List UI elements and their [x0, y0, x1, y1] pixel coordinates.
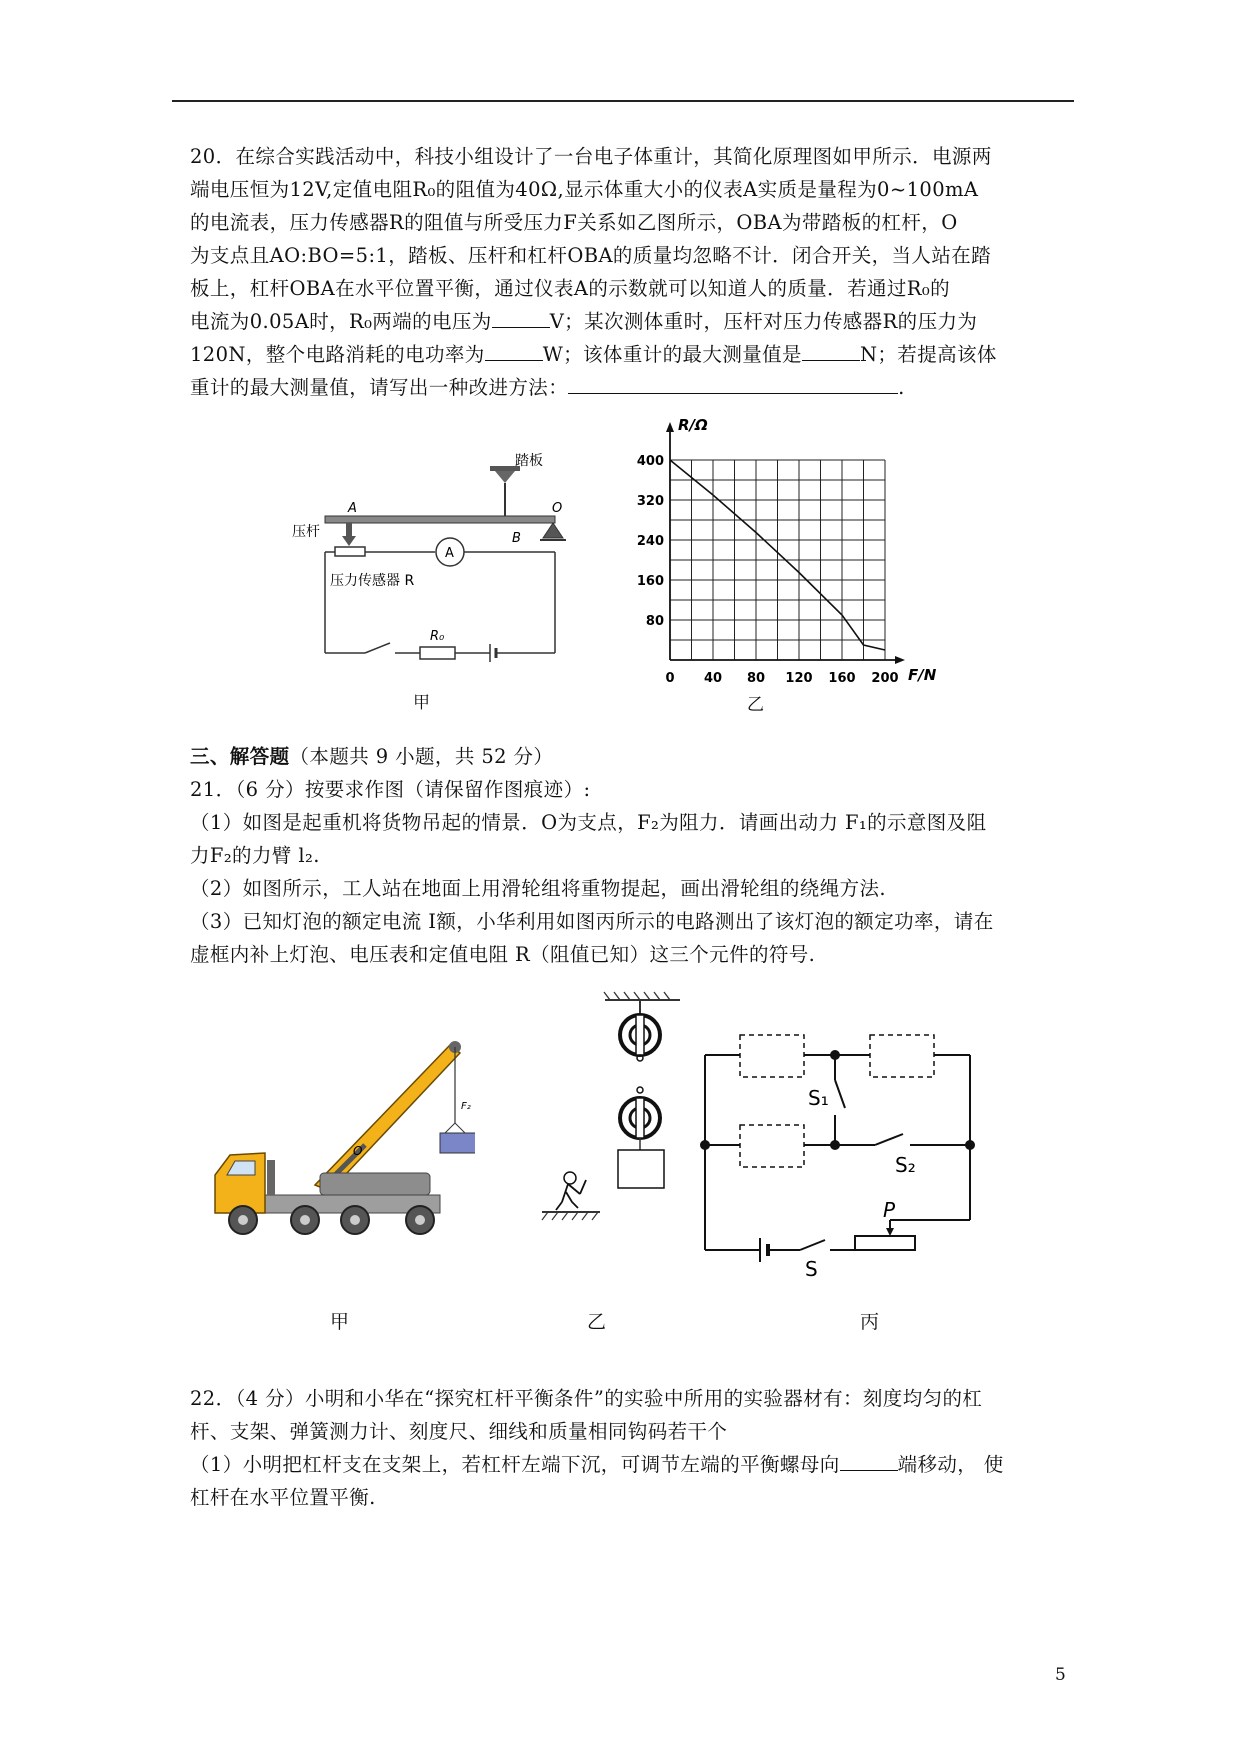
- pivot-o-label: O: [353, 1144, 363, 1158]
- exhaust-pipe: [267, 1160, 275, 1195]
- q20-line: 电流为0.05A时，R₀两端的电压为 V；某次测体重时，压杆对压力传感器R的压力为: [190, 305, 1070, 338]
- ammeter-label: A: [445, 546, 454, 561]
- crane-turret: [320, 1173, 430, 1195]
- point-a-label: A: [348, 501, 357, 516]
- q21-part1: （1）如图是起重机将货物吊起的情景．O为支点，F₂为阻力．请画出动力 F₁的示意图及阻: [190, 811, 987, 834]
- f2-label: F₂: [461, 1101, 471, 1112]
- x-axis-arrow: [895, 656, 905, 664]
- junction-node: [700, 1140, 710, 1150]
- s2-label: S₂: [895, 1153, 916, 1177]
- figure-yi-label: 乙: [747, 695, 764, 715]
- figure-crane: [205, 1035, 475, 1285]
- press-rod-arrow: [342, 536, 356, 546]
- junction-node: [965, 1140, 975, 1150]
- switch-symbol: [365, 643, 390, 653]
- cargo: [440, 1133, 475, 1153]
- worker-figure: [564, 1172, 576, 1184]
- header-rule: [172, 100, 1074, 102]
- dashed-box-2[interactable]: [870, 1035, 934, 1077]
- y-tick-label: 80: [645, 614, 664, 629]
- q22-line: 杠杆在水平位置平衡.: [190, 1486, 376, 1509]
- dashed-box-3[interactable]: [740, 1125, 804, 1167]
- q20-line: 的电流表，压力传感器R的阻值与所受压力F关系如乙图所示，OBA为带踏板的杠杆，O: [190, 211, 958, 234]
- y-tick-label: 160: [636, 574, 664, 589]
- s-label: S: [805, 1257, 818, 1280]
- lever-oba: [325, 516, 555, 523]
- q22-line: 22．（4 分）小明和小华在“探究杠杆平衡条件”的实验中所用的实验器材有：刻度均匀的杠: [190, 1387, 983, 1410]
- question-20: [190, 140, 1070, 404]
- heavy-object: [618, 1150, 664, 1188]
- answer-blank[interactable]: [492, 305, 550, 328]
- q21-part1-cont: 力F₂的力臂 l₂.: [190, 844, 320, 867]
- q21-head: 21．（6 分）按要求作图（请保留作图痕迹）:: [190, 778, 591, 801]
- sensor-label: 压力传感器 R: [330, 573, 415, 589]
- point-o-label: O: [552, 501, 563, 516]
- q21-part3-cont: 虚框内补上灯泡、电压表和定值电阻 R（阻值已知）这三个元件的符号.: [190, 943, 816, 966]
- section-3-heading: 三、解答题（本题共 9 小题，共 52 分）: [190, 745, 554, 768]
- answer-blank[interactable]: [802, 338, 860, 361]
- answer-blank[interactable]: [568, 371, 898, 394]
- q20-line: 板上，杠杆OBA在水平位置平衡，通过仪表A的示数就可以知道人的质量．若通过R₀的: [190, 277, 950, 300]
- slider-arrow: [886, 1228, 894, 1236]
- page-number: 5: [1055, 1665, 1066, 1685]
- figure-jia-label: 甲: [413, 693, 430, 713]
- pedal-label: 踏板: [515, 453, 543, 469]
- figure-bing-label-21: 丙: [860, 1311, 880, 1333]
- figure-yi-label-21: 乙: [587, 1311, 607, 1333]
- q20-line: 120N，整个电路消耗的电功率为 W；该体重计的最大测量值是 N；若提高该体: [190, 338, 1070, 371]
- x-tick-label: 80: [746, 671, 766, 686]
- figure-jia-circuit: [290, 450, 580, 720]
- press-rod: [346, 523, 352, 537]
- answer-blank[interactable]: [840, 1448, 898, 1471]
- x-tick-label: 0: [665, 671, 675, 686]
- p-label: P: [883, 1198, 896, 1222]
- x-tick-label: 160: [828, 671, 856, 686]
- q22-line: （1）小明把杠杆支在支架上，若杠杆左端下沉，可调节左端的平衡螺母向 端移动， 使: [190, 1448, 1070, 1481]
- pedal-support: [495, 471, 515, 483]
- switch-s1[interactable]: [835, 1080, 845, 1108]
- point-b-label: B: [512, 531, 521, 546]
- junction-node: [830, 1140, 840, 1150]
- answer-blank[interactable]: [485, 338, 543, 361]
- switch-s2[interactable]: [875, 1134, 903, 1145]
- r0-label: R₀: [430, 629, 445, 644]
- q21-part3: （3）已知灯泡的额定电流 I额，小华利用如图丙所示的电路测出了该灯泡的额定功率，请在: [190, 910, 994, 933]
- figure-pulley: [520, 990, 680, 1290]
- y-tick-label: 240: [636, 534, 664, 549]
- y-tick-label: 400: [636, 454, 664, 469]
- q20-line: 重计的最大测量值，请写出一种改进方法： .: [190, 371, 1070, 404]
- x-tick-label: 40: [703, 671, 723, 686]
- q20-line: 端电压恒为12V,定值电阻R₀的阻值为40Ω,显示体重大小的仪表A实质是量程为0~100mA: [190, 178, 979, 201]
- y-tick-label: 320: [636, 494, 664, 509]
- question-22: [190, 1382, 1070, 1514]
- dashed-box-1[interactable]: [740, 1035, 804, 1077]
- resistor-r0: [420, 647, 455, 659]
- x-tick-label: 200: [871, 671, 899, 686]
- figure-bing-circuit: [690, 1020, 990, 1280]
- q20-line: 20．在综合实践活动中，科技小组设计了一台电子体重计，其简化原理图如甲所示．电源两: [190, 145, 992, 168]
- fulcrum: [543, 523, 563, 538]
- pressure-sensor: [335, 547, 365, 556]
- figure-jia-label-21: 甲: [330, 1311, 350, 1333]
- y-axis-label: R/Ω: [678, 416, 708, 434]
- press-rod-label: 压杆: [292, 524, 320, 540]
- x-axis-label: F/N: [908, 666, 937, 684]
- question-21: [190, 773, 1070, 971]
- q20-line: 为支点且AO:BO=5:1，踏板、压杆和杠杆OBA的质量均忽略不计．闭合开关，当人站在踏: [190, 244, 992, 267]
- q21-part2: （2）如图所示，工人站在地面上用滑轮组将重物提起，画出滑轮组的绕绳方法.: [190, 877, 887, 900]
- figure-yi-chart: [590, 410, 970, 720]
- s1-label: S₁: [808, 1086, 829, 1110]
- q22-line: 杆、支架、弹簧测力计、刻度尺、细线和质量相同钩码若干个: [190, 1420, 728, 1443]
- crane-boom: [315, 1045, 460, 1191]
- x-tick-label: 120: [785, 671, 813, 686]
- switch-s[interactable]: [800, 1240, 825, 1250]
- rheostat[interactable]: [855, 1236, 915, 1250]
- y-axis-arrow: [666, 422, 674, 432]
